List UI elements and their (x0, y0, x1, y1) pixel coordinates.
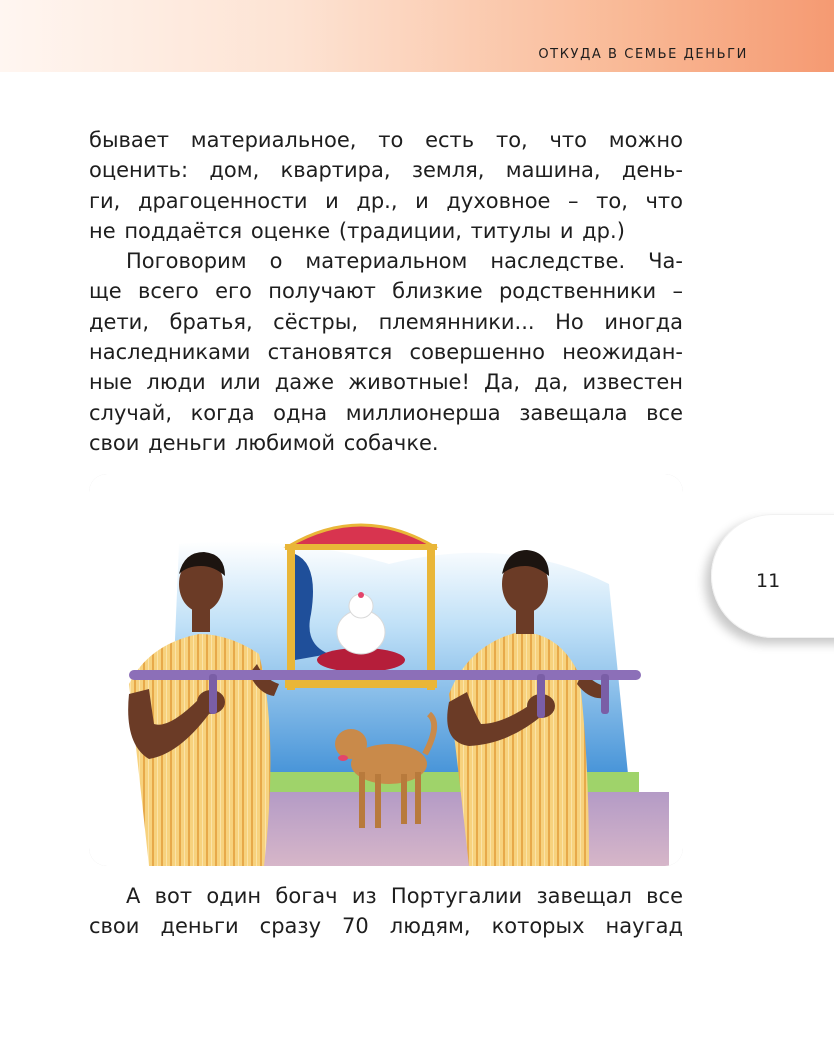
body-text-top (89, 125, 683, 458)
text-line: случай, когда одна миллионерша завещала все (89, 400, 683, 425)
text-line: ще всего его получают близкие родственники – (89, 279, 683, 304)
text-line: наследниками становятся совершенно неожидан- (89, 340, 683, 365)
page-number: 11 (756, 570, 781, 592)
text-line: ги, драгоценности и др., и духовное – то, что (89, 188, 683, 213)
text-line: не поддаётся оценке (традиции, титулы и др.) (89, 218, 625, 243)
text-line: дети, братья, сёстры, племянники... Но иногда (89, 309, 683, 334)
text-line: свои деньги сразу 70 людям, которых наугад (89, 914, 683, 939)
body-text-bottom (89, 881, 683, 942)
text-line: ные люди или даже животные! Да, да, известен (89, 370, 683, 395)
text-line: бывает материальное, то есть то, что можно (89, 128, 683, 152)
palanquin-with-lapdog-illustration (89, 474, 683, 866)
text-line: свои деньги любимой собачке. (89, 430, 439, 455)
text-line: оценить: дом, квартира, земля, машина, день- (89, 158, 683, 183)
running-title: ОТКУДА В СЕМЬЕ ДЕНЬГИ (538, 47, 748, 62)
text-line: А вот один богач из Португалии завещал все (126, 884, 683, 908)
text-line: Поговорим о материальном наследстве. Ча- (126, 249, 683, 274)
